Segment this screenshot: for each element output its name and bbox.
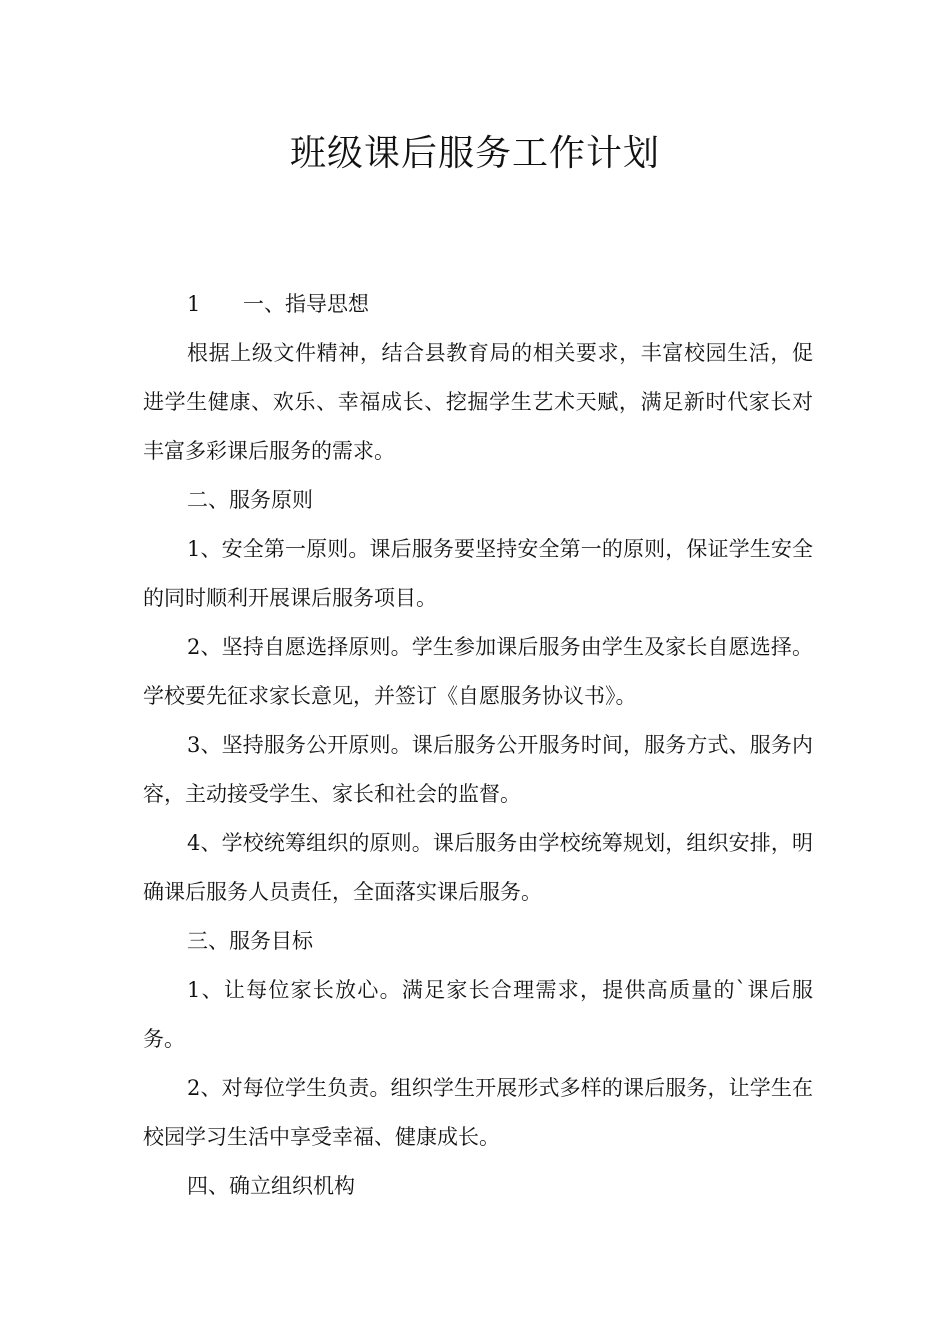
document-body (143, 280, 813, 1211)
section-heading-text: 一、指导思想 (243, 292, 369, 316)
section-heading-service-goals: 三、服务目标 (187, 929, 313, 953)
paragraph-guiding-ideology: 根据上级文件精神，结合县教育局的相关要求，丰富校园生活，促进学生健康、欢乐、幸福成长、挖掘学生艺术天赋，满足新时代家长对丰富多彩课后服务的需求。 (143, 341, 813, 463)
goal-item-1: 1、让每位家长放心。满足家长合理需求，提供高质量的`课后服务。 (143, 978, 813, 1051)
section-heading-organization: 四、确立组织机构 (187, 1174, 355, 1198)
section-heading-guiding-ideology (143, 280, 813, 329)
list-number: 1 (187, 292, 201, 316)
document-title: 班级课后服务工作计划 (289, 133, 660, 174)
goal-item-2: 2、对每位学生负责。组织学生开展形式多样的课后服务，让学生在校园学习生活中享受幸福、健康成长。 (143, 1076, 813, 1149)
section-heading-service-principles: 二、服务原则 (187, 488, 313, 512)
principle-item-4: 4、学校统筹组织的原则。课后服务由学校统筹规划，组织安排，明确课后服务人员责任，全面落实课后服务。 (143, 831, 813, 904)
principle-item-2: 2、坚持自愿选择原则。学生参加课后服务由学生及家长自愿选择。学校要先征求家长意见，并签订《自愿服务协议书》。 (143, 635, 813, 708)
principle-item-1: 1、安全第一原则。课后服务要坚持安全第一的原则，保证学生安全的同时顺利开展课后服务项目。 (143, 537, 813, 610)
principle-item-3: 3、坚持服务公开原则。课后服务公开服务时间，服务方式、服务内容，主动接受学生、家长和社会的监督。 (143, 733, 813, 806)
